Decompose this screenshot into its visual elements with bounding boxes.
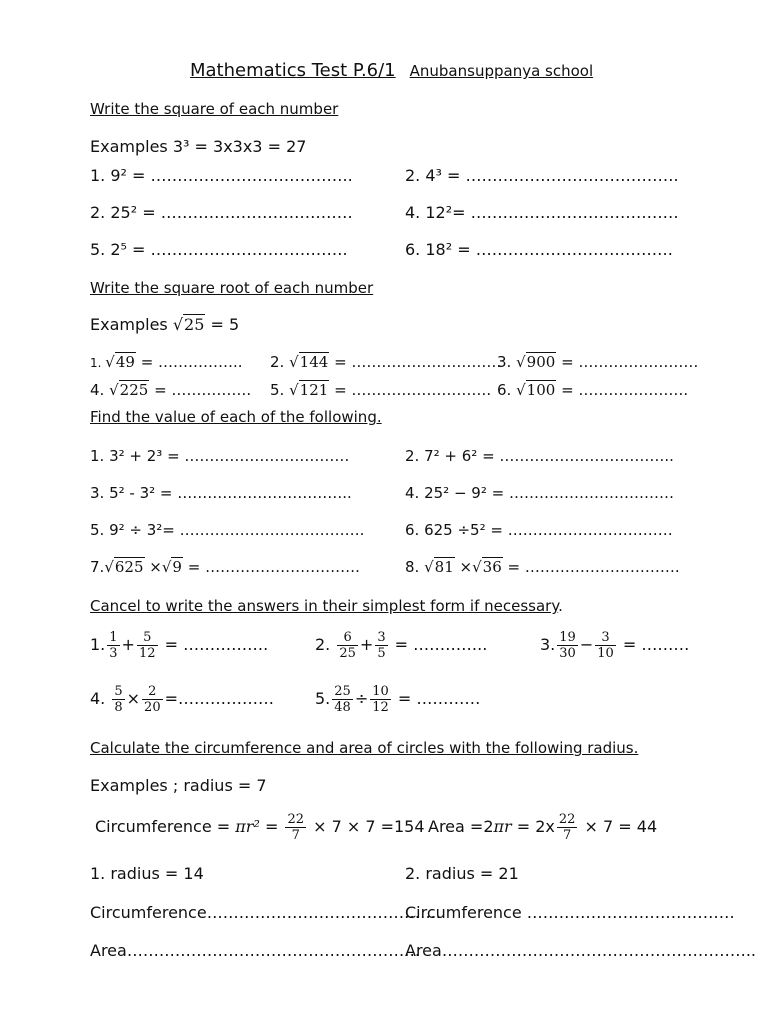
item-number: 7. [90,558,105,576]
numerator: 5 [114,684,123,699]
radicand: 25 [184,315,205,334]
s2-item-1: 1. √49 = …………….. [90,353,243,371]
answer-blank: = …………………… [556,353,699,371]
s4-item-3 [540,630,689,661]
answer-blank: = ………… [392,689,481,708]
operator: ÷ [354,689,369,708]
operator: × [126,689,141,708]
s5-area-2: Area………………………………………………….. [405,941,756,960]
item-number: 4. [90,689,111,708]
radicand: 225 [119,381,149,399]
denominator: 5 [377,646,386,661]
section4-heading [90,597,563,615]
s3-item-8: 8. √81 ×√36 = …………………………. [405,558,680,576]
s2-item-3: 3. √900 = …………………… [497,353,699,371]
numerator: 5 [137,630,158,646]
s1-item-6: 6. 18² = ………………………………. [405,240,673,259]
s2-item-5: 5. √121 = ………………………. [270,381,492,399]
denominator: 48 [334,700,351,715]
section1-example: Examples 3³ = 3x3x3 = 27 [90,137,307,156]
s2-item-6: 6. √100 = …………………. [497,381,689,399]
radicand: 49 [115,353,135,371]
area-label: Area =2 [428,817,494,836]
area-example [428,812,657,843]
numerator: 25 [334,684,351,699]
radicand: 900 [526,353,556,371]
numerator: 2 [142,684,163,700]
denominator: 8 [114,700,123,715]
area-result: × 7 = 44 [579,817,658,836]
radicand: 144 [299,353,329,371]
radicand: 625 [114,558,144,576]
s3-item-2: 2. 7² + 6² = …………………………….. [405,447,674,465]
numerator: 10 [372,684,389,699]
equals: = 2x [511,817,555,836]
denominator: 10 [597,646,614,661]
s4-item-5 [315,684,480,715]
s3-item-1: 1. 3² + 2³ = …………………………… [90,447,350,465]
numerator: 22 [558,812,576,827]
numerator: 6 [337,630,358,646]
numerator: 1 [109,630,118,645]
s5-area-1: Area………………………………………………. [90,941,420,960]
sqrt-symbol: √25 [172,315,205,334]
radicand: 9 [172,558,182,576]
s3-item-3: 3. 5² - 3² = …………………………….. [90,484,352,502]
formula: πr² [235,817,260,836]
answer-blank: = ……………. [149,381,252,399]
section2-heading: Write the square root of each number [90,279,374,297]
section2-example [90,315,239,334]
item-number: 1. [90,356,106,370]
numerator: 22 [287,812,304,827]
radicand: 36 [482,558,502,576]
s1-item-3: 2. 25² = ……………………………… [90,203,353,222]
denominator: 25 [339,646,356,661]
answer-blank: = ………….. [389,635,488,654]
s4-item-4 [90,684,274,715]
item-number: 1. [90,635,106,654]
answer-blank: = ……………. [159,635,269,654]
circumference-label: Circumference = [95,817,236,836]
answer-blank: = …………………………. [502,558,680,576]
radicand: 121 [299,381,329,399]
s1-item-4: 4. 12²= ………………………………… [405,203,679,222]
s1-item-5: 5. 2⁵ = ………………………………. [90,240,348,259]
s5-question-2: 2. radius = 21 [405,864,519,883]
section1-heading: Write the square of each number [90,100,339,118]
example-label: Examples [90,315,168,334]
circumference-result: × 7 × 7 =154 [307,817,425,836]
s1-item-2: 2. 4³ = …………………………………. [405,166,679,185]
circumference-example [95,812,425,843]
page-title [190,60,593,81]
denominator: 7 [563,828,572,843]
operator: − [579,635,594,654]
section5-example: Examples ; radius = 7 [90,776,267,795]
answer-blank: = …………………………. [182,558,360,576]
s3-item-5: 5. 9² ÷ 3²= ………………………………. [90,521,365,539]
s5-circumference-2: Circumference ………………………………… [405,903,735,922]
test-title: Mathematics Test P.6/1 [190,60,396,81]
s1-item-1: 1. 9² = ……………………………….. [90,166,353,185]
operator: × [454,558,473,576]
school-name: Anubansuppanya school [409,62,594,80]
answer-blank: = …………………. [556,381,689,399]
item-number: 5. [270,381,290,399]
item-number: 6. [497,381,517,399]
formula: πr [493,817,512,836]
s5-circumference-1: Circumference…………………………………….. [90,903,441,922]
answer-blank: = ………………………… [329,353,502,371]
denominator: 12 [138,646,156,661]
numerator: 3 [595,630,616,646]
s3-item-6: 6. 625 ÷5² = …………………………… [405,521,673,539]
example-result: = 5 [205,315,240,334]
denominator: 30 [559,646,576,661]
operator: × [144,558,162,576]
numerator: 19 [559,630,576,645]
denominator: 7 [291,828,300,843]
item-number: 4. [90,381,110,399]
answer-blank: = …………….. [135,353,243,371]
denominator: 12 [372,700,389,715]
s2-item-2: 2. √144 = ………………………… [270,353,502,371]
operator: + [359,635,374,654]
item-number: 3. [540,635,556,654]
item-number: 2. [315,635,336,654]
answer-blank: =……………… [164,689,274,708]
item-number: 8. [405,558,425,576]
radicand: 100 [526,381,556,399]
operator: + [121,635,135,654]
section5-heading: Calculate the circumference and area of circles with the following radius. [90,739,639,757]
section3-heading: Find the value of each of the following. [90,408,382,426]
answer-blank: = ………………………. [329,381,492,399]
s4-item-1 [90,630,268,661]
numerator: 3 [377,630,386,645]
denominator: 20 [144,700,161,715]
s2-item-4: 4. √225 = ……………. [90,381,252,399]
s4-item-2 [315,630,487,661]
s5-question-1: 1. radius = 14 [90,864,204,883]
s3-item-7: 7.√625 ×√9 = …………………………. [90,558,360,576]
denominator: 3 [109,646,118,661]
heading-text: Cancel to write the answers in their simplest form if necessary [90,597,559,615]
heading-dot: . [558,597,563,615]
equals: = [259,817,284,836]
radicand: 81 [434,558,454,576]
s3-item-4: 4. 25² − 9² = …………………………… [405,484,674,502]
item-number: 2. [270,353,290,371]
answer-blank: = ……… [617,635,690,654]
item-number: 3. [497,353,517,371]
item-number: 5. [315,689,331,708]
